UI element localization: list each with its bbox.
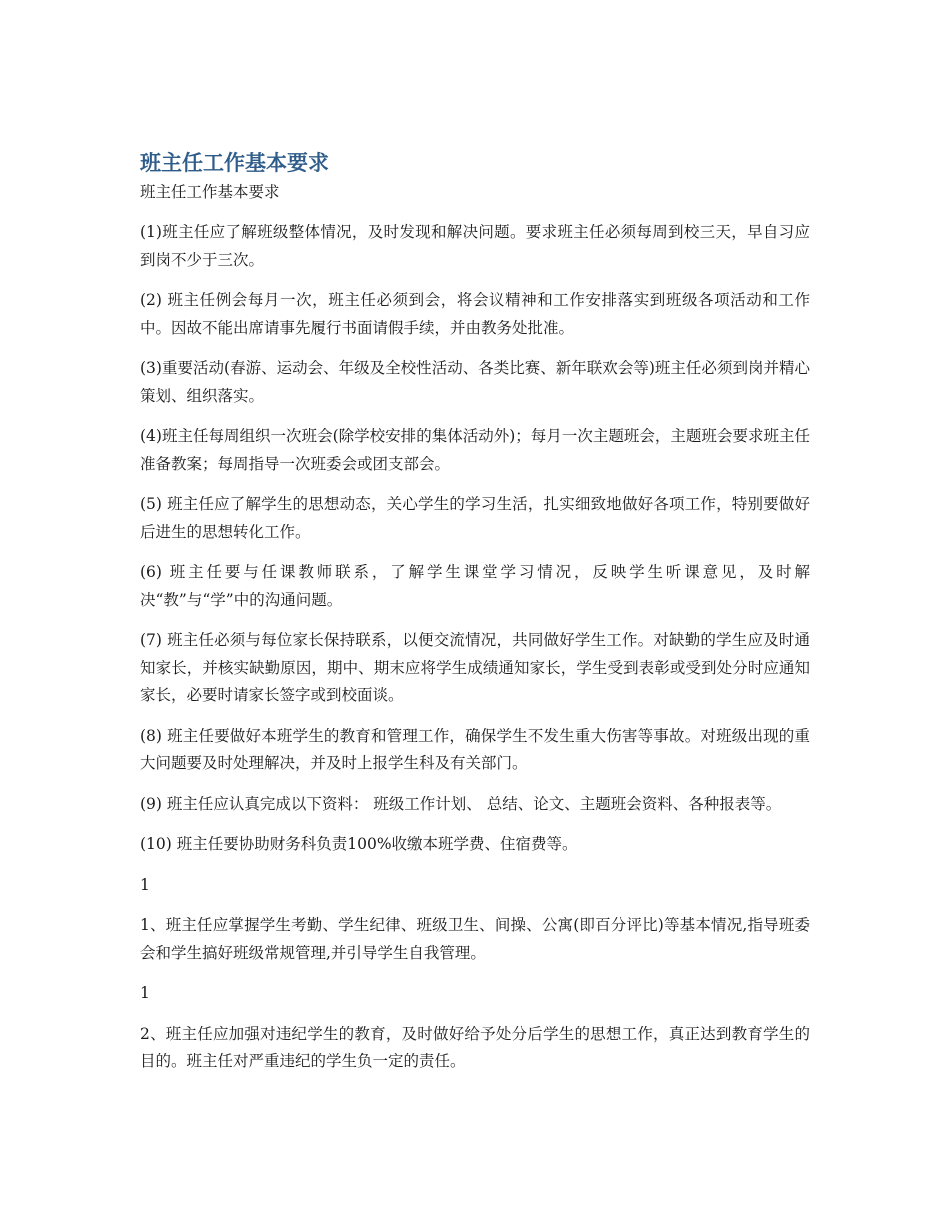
list-item-1: 1、班主任应掌握学生考勤、学生纪律、班级卫生、间操、公寓(即百分评比)等基本情况,指导班委会和学生搞好班级常规管理,并引导学生自我管理。 xyxy=(140,916,810,962)
document-page xyxy=(140,148,810,1089)
paragraph-7: (7) 班主任必须与每位家长保持联系，以便交流情况，共同做好学生工作。对缺勤的学生应及时通知家长，并核实缺勤原因，期中、期末应将学生成绩通知家长，学生受到表彰或受到处分时应通知家长，必要时请家长签字或到校面谈。 xyxy=(140,631,810,704)
paragraph-9: (9) 班主任应认真完成以下资料： 班级工作计划、 总结、论文、主题班会资料、各种报表等。 xyxy=(140,794,782,813)
paragraph-5: (5) 班主任应了解学生的思想动态，关心学生的学习生活，扎实细致地做好各项工作，特别要做好后进生的思想转化工作。 xyxy=(140,495,810,541)
paragraph-8: (8) 班主任要做好本班学生的教育和管理工作，确保学生不发生重大伤害等事故。对班级出现的重大问题要及时处理解决，并及时上报学生科及有关部门。 xyxy=(140,726,810,772)
list-item-2: 2、班主任应加强对违纪学生的教育，及时做好给予处分后学生的思想工作，真正达到教育学生的目的。班主任对严重违纪的学生负一定的责任。 xyxy=(140,1024,810,1070)
paragraph-1: (1)班主任应了解班级整体情况，及时发现和解决问题。要求班主任必须每周到校三天，早自习应到岗不少于三次。 xyxy=(140,223,810,269)
paragraph-10: (10) 班主任要协助财务科负责100%收缴本班学费、住宿费等。 xyxy=(140,835,578,853)
paragraph-4: (4)班主任每周组织一次班会(除学校安排的集体活动外)；每月一次主题班会，主题班会要求班主任准备教案；每周指导一次班委会或团支部会。 xyxy=(140,427,810,473)
document-subtitle: 班主任工作基本要求 xyxy=(140,183,280,201)
section-marker-1: 1 xyxy=(140,875,150,894)
document-title: 班主任工作基本要求 xyxy=(140,151,329,175)
paragraph-3: (3)重要活动(春游、运动会、年级及全校性活动、各类比赛、新年联欢会等)班主任必须到岗并精心策划、组织落实。 xyxy=(140,359,810,405)
section-marker-2: 1 xyxy=(140,984,150,1002)
paragraph-6: (6) 班主任要与任课教师联系，了解学生课堂学习情况，反映学生听课意见，及时解决“教”与“学”中的沟通问题。 xyxy=(140,563,810,609)
paragraph-2: (2) 班主任例会每月一次，班主任必须到会，将会议精神和工作安排落实到班级各项活动和工作中。因故不能出席请事先履行书面请假手续，并由教务处批准。 xyxy=(140,291,810,337)
